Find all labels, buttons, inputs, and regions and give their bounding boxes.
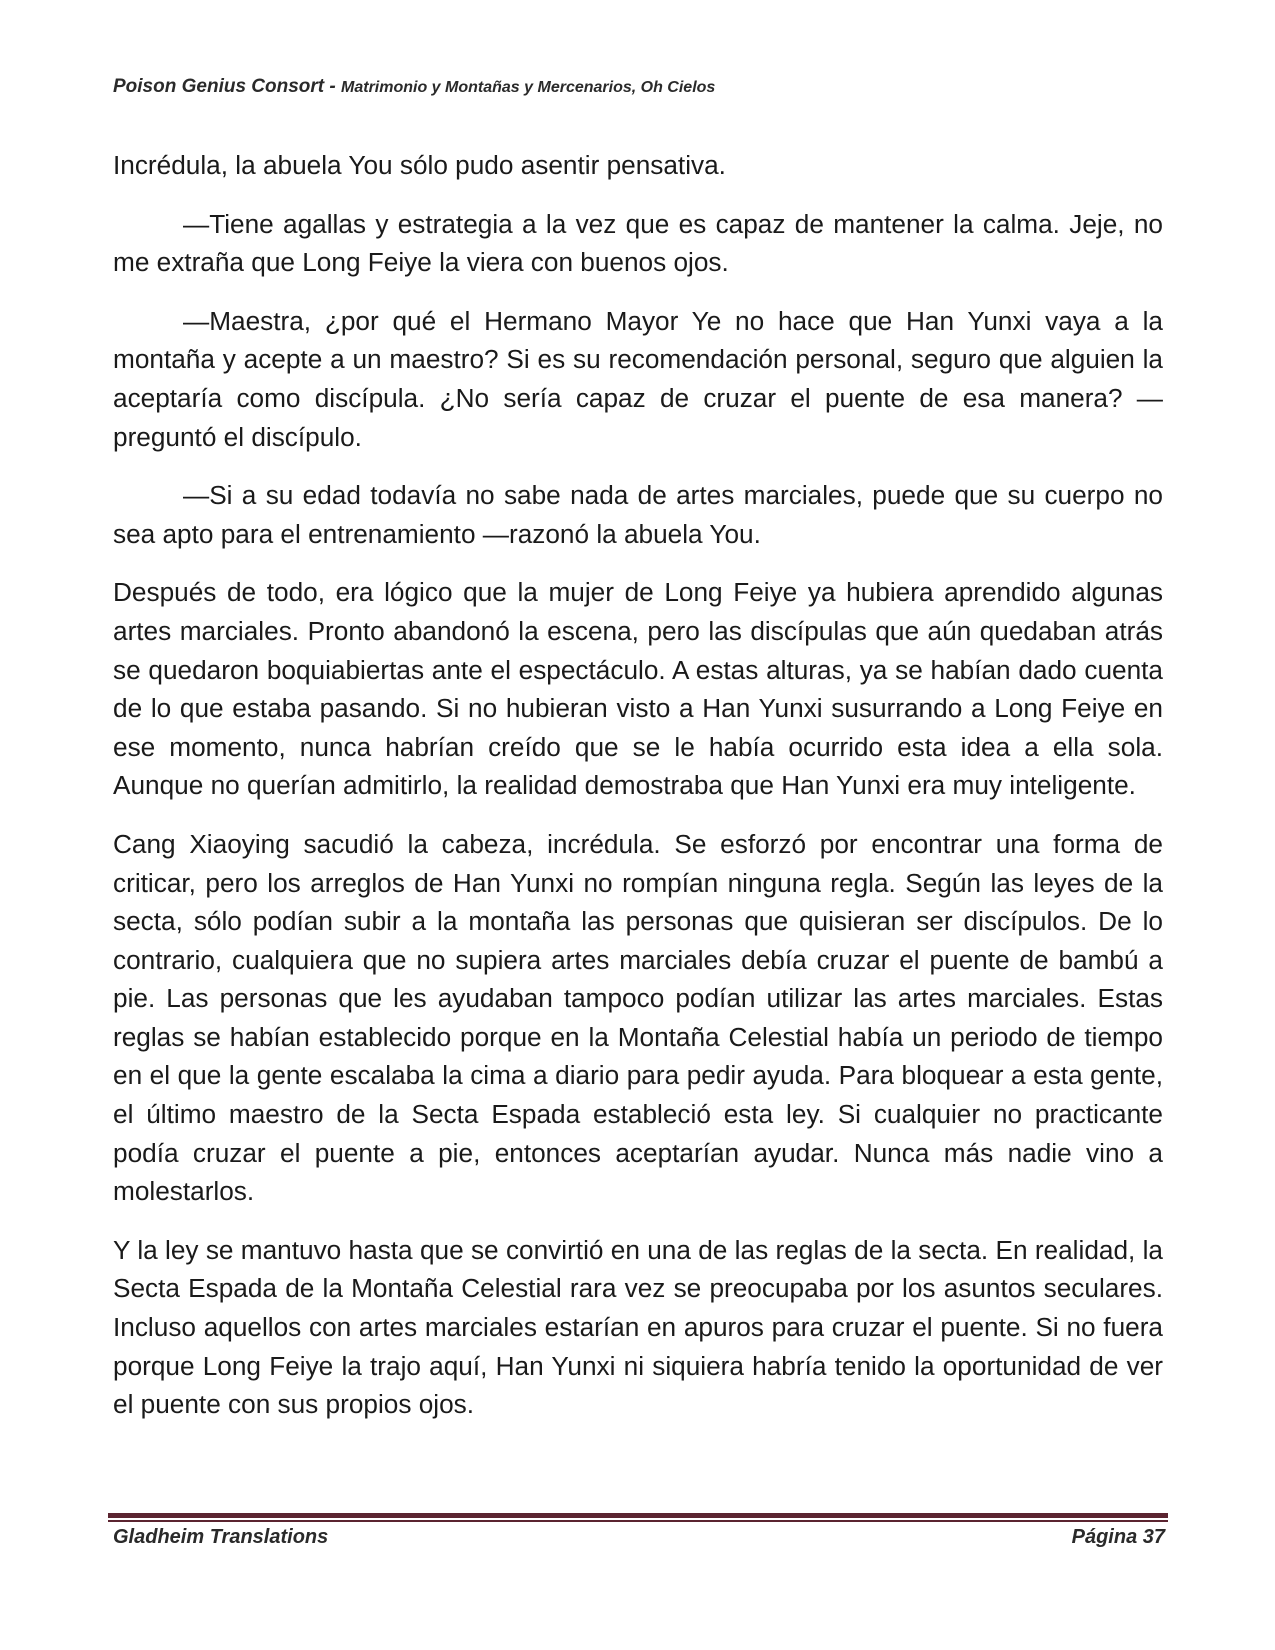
running-header [113, 76, 1163, 98]
dialogue-paragraph: —Tiene agallas y estrategia a la vez que es capaz de mantener la calma. Jeje, no me extraña que Long Feiye la viera con buenos ojos. [113, 208, 1163, 278]
paragraph: Cang Xiaoying sacudió la cabeza, incrédula. Se esforzó por encontrar una forma de criticar, pero los arreglos de Han Yunxi no rompían ninguna regla. Según las leyes de la secta, sólo podían subir a la montaña las personas que quisieran ser discípulos. De lo contrario, cualquiera que no supiera artes marciales debía cruzar el puente de bambú a pie. Las personas que les ayudaban tampoco podían utilizar las artes marciales. Estas reglas se habían establecido porque en la Montaña Celestial había un periodo de tiempo en el que la gente escalaba la cima a diario para pedir ayuda. Para bloquear a esta gente, el último maestro de la Secta Espada estableció esta ley. Si cualquier no practicante podía cruzar el puente a pie, entonces aceptarían ayudar. Nunca más nadie vino a molestarlos. [113, 828, 1163, 1207]
footer-divider-thick [108, 1513, 1168, 1518]
footer-divider [108, 1513, 1168, 1523]
footer-publisher: Gladheim Translations [113, 1526, 329, 1548]
book-title: Poison Genius Consort [113, 76, 325, 97]
dialogue-paragraph: —Maestra, ¿por qué el Hermano Mayor Ye no hace que Han Yunxi vaya a la montaña y acepte a un maestro? Si es su recomendación personal, seguro que alguien la aceptaría como discípula. ¿No sería capaz de cruzar el puente de esa manera? —preguntó el discípulo. [113, 305, 1163, 452]
header-separator: - [324, 76, 342, 97]
paragraph: Incrédula, la abuela You sólo pudo asentir pensativa. [113, 150, 726, 180]
body-text [113, 146, 1163, 1444]
page-number: Página 37 [1071, 1526, 1165, 1548]
chapter-title: Matrimonio y Montañas y Mercenarios, Oh Cielos [341, 79, 716, 96]
paragraph: Y la ley se mantuvo hasta que se convirtió en una de las reglas de la secta. En realidad, la Secta Espada de la Montaña Celestial rara vez se preocupaba por los asuntos seculares. Incluso aquellos con artes marciales estarían en apuros para cruzar el puente. Si no fuera porque Long Feiye la trajo aquí, Han Yunxi ni siquiera habría tenido la oportunidad de ver el puente con sus propios ojos. [113, 1234, 1163, 1420]
paragraph: Después de todo, era lógico que la mujer de Long Feiye ya hubiera aprendido algunas artes marciales. Pronto abandonó la escena, pero las discípulas que aún quedaban atrás se quedaron boquiabiertas ante el espectáculo. A estas alturas, ya se habían dado cuenta de lo que estaba pasando. Si no hubieran visto a Han Yunxi susurrando a Long Feiye en ese momento, nunca habrían creído que se le había ocurrido esta idea a ella sola. Aunque no querían admitirlo, la realidad demostraba que Han Yunxi era muy inteligente. [113, 577, 1163, 801]
dialogue-paragraph: —Si a su edad todavía no sabe nada de artes marciales, puede que su cuerpo no sea apto para el entrenamiento —razonó la abuela You. [113, 480, 1163, 549]
footer-divider-thin [108, 1520, 1168, 1522]
